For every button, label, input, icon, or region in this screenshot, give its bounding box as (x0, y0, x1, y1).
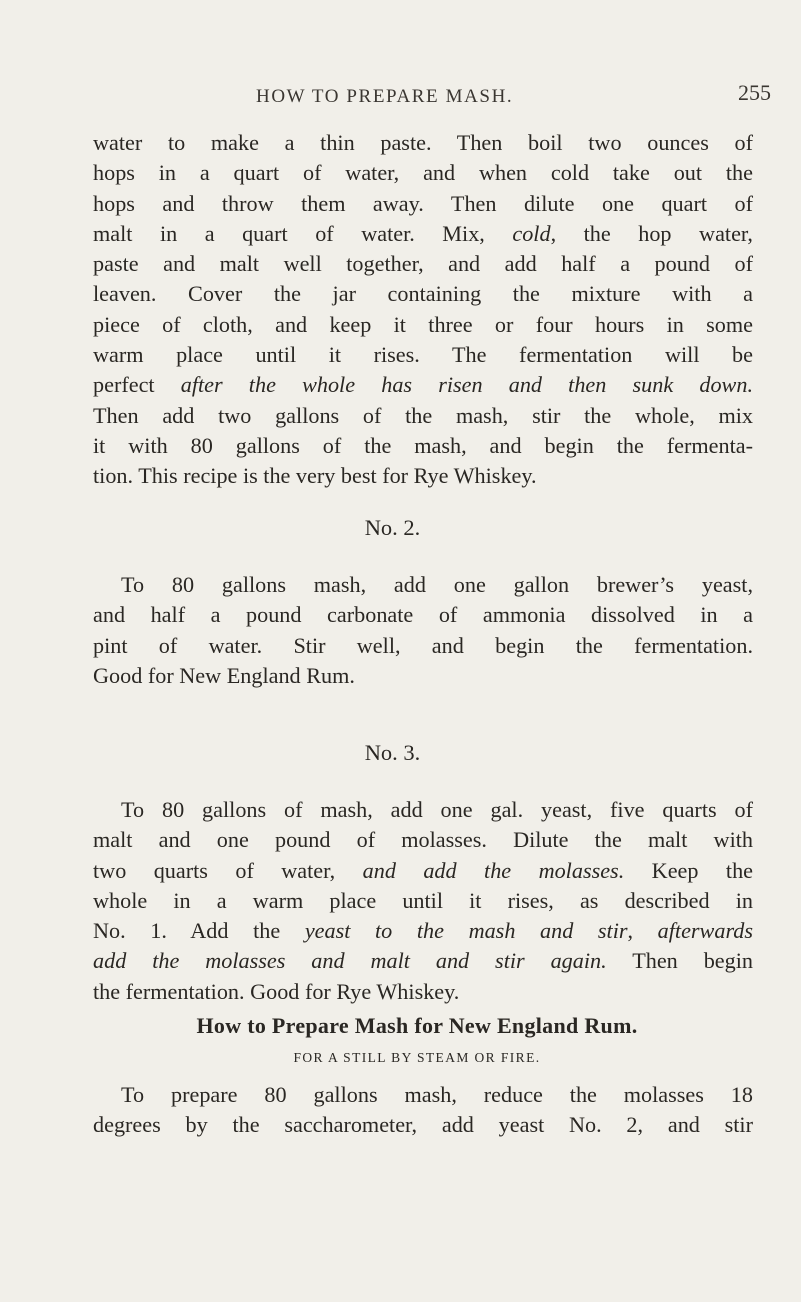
text-run: malt in a quart of water. Mix, (93, 220, 513, 246)
text-line: tion. This recipe is the very best for Rye Whiskey. (93, 463, 537, 489)
italic-text: afterwards (657, 918, 753, 944)
running-head: HOW TO PREPARE MASH. (256, 86, 514, 107)
text-line: To prepare 80 gallons mash, reduce the molasses 18 (121, 1082, 753, 1107)
text-line (93, 946, 753, 976)
text-run: two quarts of water, (93, 857, 363, 883)
text-run: perfect (93, 372, 181, 398)
paragraph-recipe-no1-continued (93, 128, 753, 492)
text-line: Good for New England Rum. (93, 662, 355, 688)
text-line: and half a pound carbonate of ammonia dissolved in a (93, 602, 753, 628)
italic-text: after the whole has risen and then sunk down. (180, 372, 753, 398)
paragraph-new-england-rum (93, 1080, 753, 1141)
page-number: 255 (738, 80, 771, 105)
text-line: To 80 gallons mash, add one gallon brewer’s yeast, (121, 572, 753, 597)
text-line: the fermentation. Good for Rye Whiskey. (93, 978, 460, 1004)
text-line: whole in a warm place until it rises, as described in (93, 887, 753, 913)
text-line: leaven. Cover the jar containing the mixture with a (93, 281, 753, 307)
text-line: To 80 gallons of mash, add one gal. yeast, five quarts of (121, 797, 753, 822)
italic-text: and add the molasses. (362, 857, 625, 883)
recipe-no2-heading: No. 2. (364, 515, 421, 540)
section-subheading: FOR A STILL BY STEAM OR FIRE. (293, 1050, 541, 1065)
italic-text: yeast to the mash and stir (304, 918, 628, 944)
text-line: warm place until it rises. The fermentation will be (93, 342, 753, 368)
text-line: hops and throw them away. Then dilute one quart of (93, 190, 753, 216)
text-line: degrees by the saccharometer, add yeast No. 2, and stir (93, 1112, 753, 1138)
recipe-no3-heading: No. 3. (364, 740, 421, 765)
section-heading: How to Prepare Mash for New England Rum. (196, 1013, 638, 1038)
text-line: paste and malt well together, and add half a pound of (93, 251, 753, 277)
text-line: malt and one pound of molasses. Dilute the malt with (93, 827, 753, 853)
text-run: , (627, 918, 658, 944)
text-line: it with 80 gallons of the mash, and begin the fermenta- (93, 432, 753, 458)
text-line: water to make a thin paste. Then boil two ounces of (93, 130, 753, 155)
text-line: piece of cloth, and keep it three or four hours in some (93, 311, 753, 337)
text-run: , the hop water, (550, 220, 753, 246)
paragraph-recipe-no3 (93, 795, 753, 1007)
text-run: No. 1. Add the (93, 918, 305, 944)
italic-text: add the molasses and malt and stir again. (93, 948, 607, 974)
italic-text: cold (512, 220, 551, 246)
text-line: Then add two gallons of the mash, stir the whole, mix (93, 402, 753, 428)
text-line (93, 916, 753, 946)
text-line: hops in a quart of water, and when cold take out the (93, 160, 753, 186)
text-run: Keep the (624, 857, 754, 883)
paragraph-recipe-no2 (93, 570, 753, 691)
text-line: pint of water. Stir well, and begin the fermentation. (93, 632, 753, 658)
text-line (93, 856, 753, 886)
text-run: Then begin (606, 948, 753, 974)
text-line (93, 370, 753, 400)
text-line (93, 219, 753, 249)
